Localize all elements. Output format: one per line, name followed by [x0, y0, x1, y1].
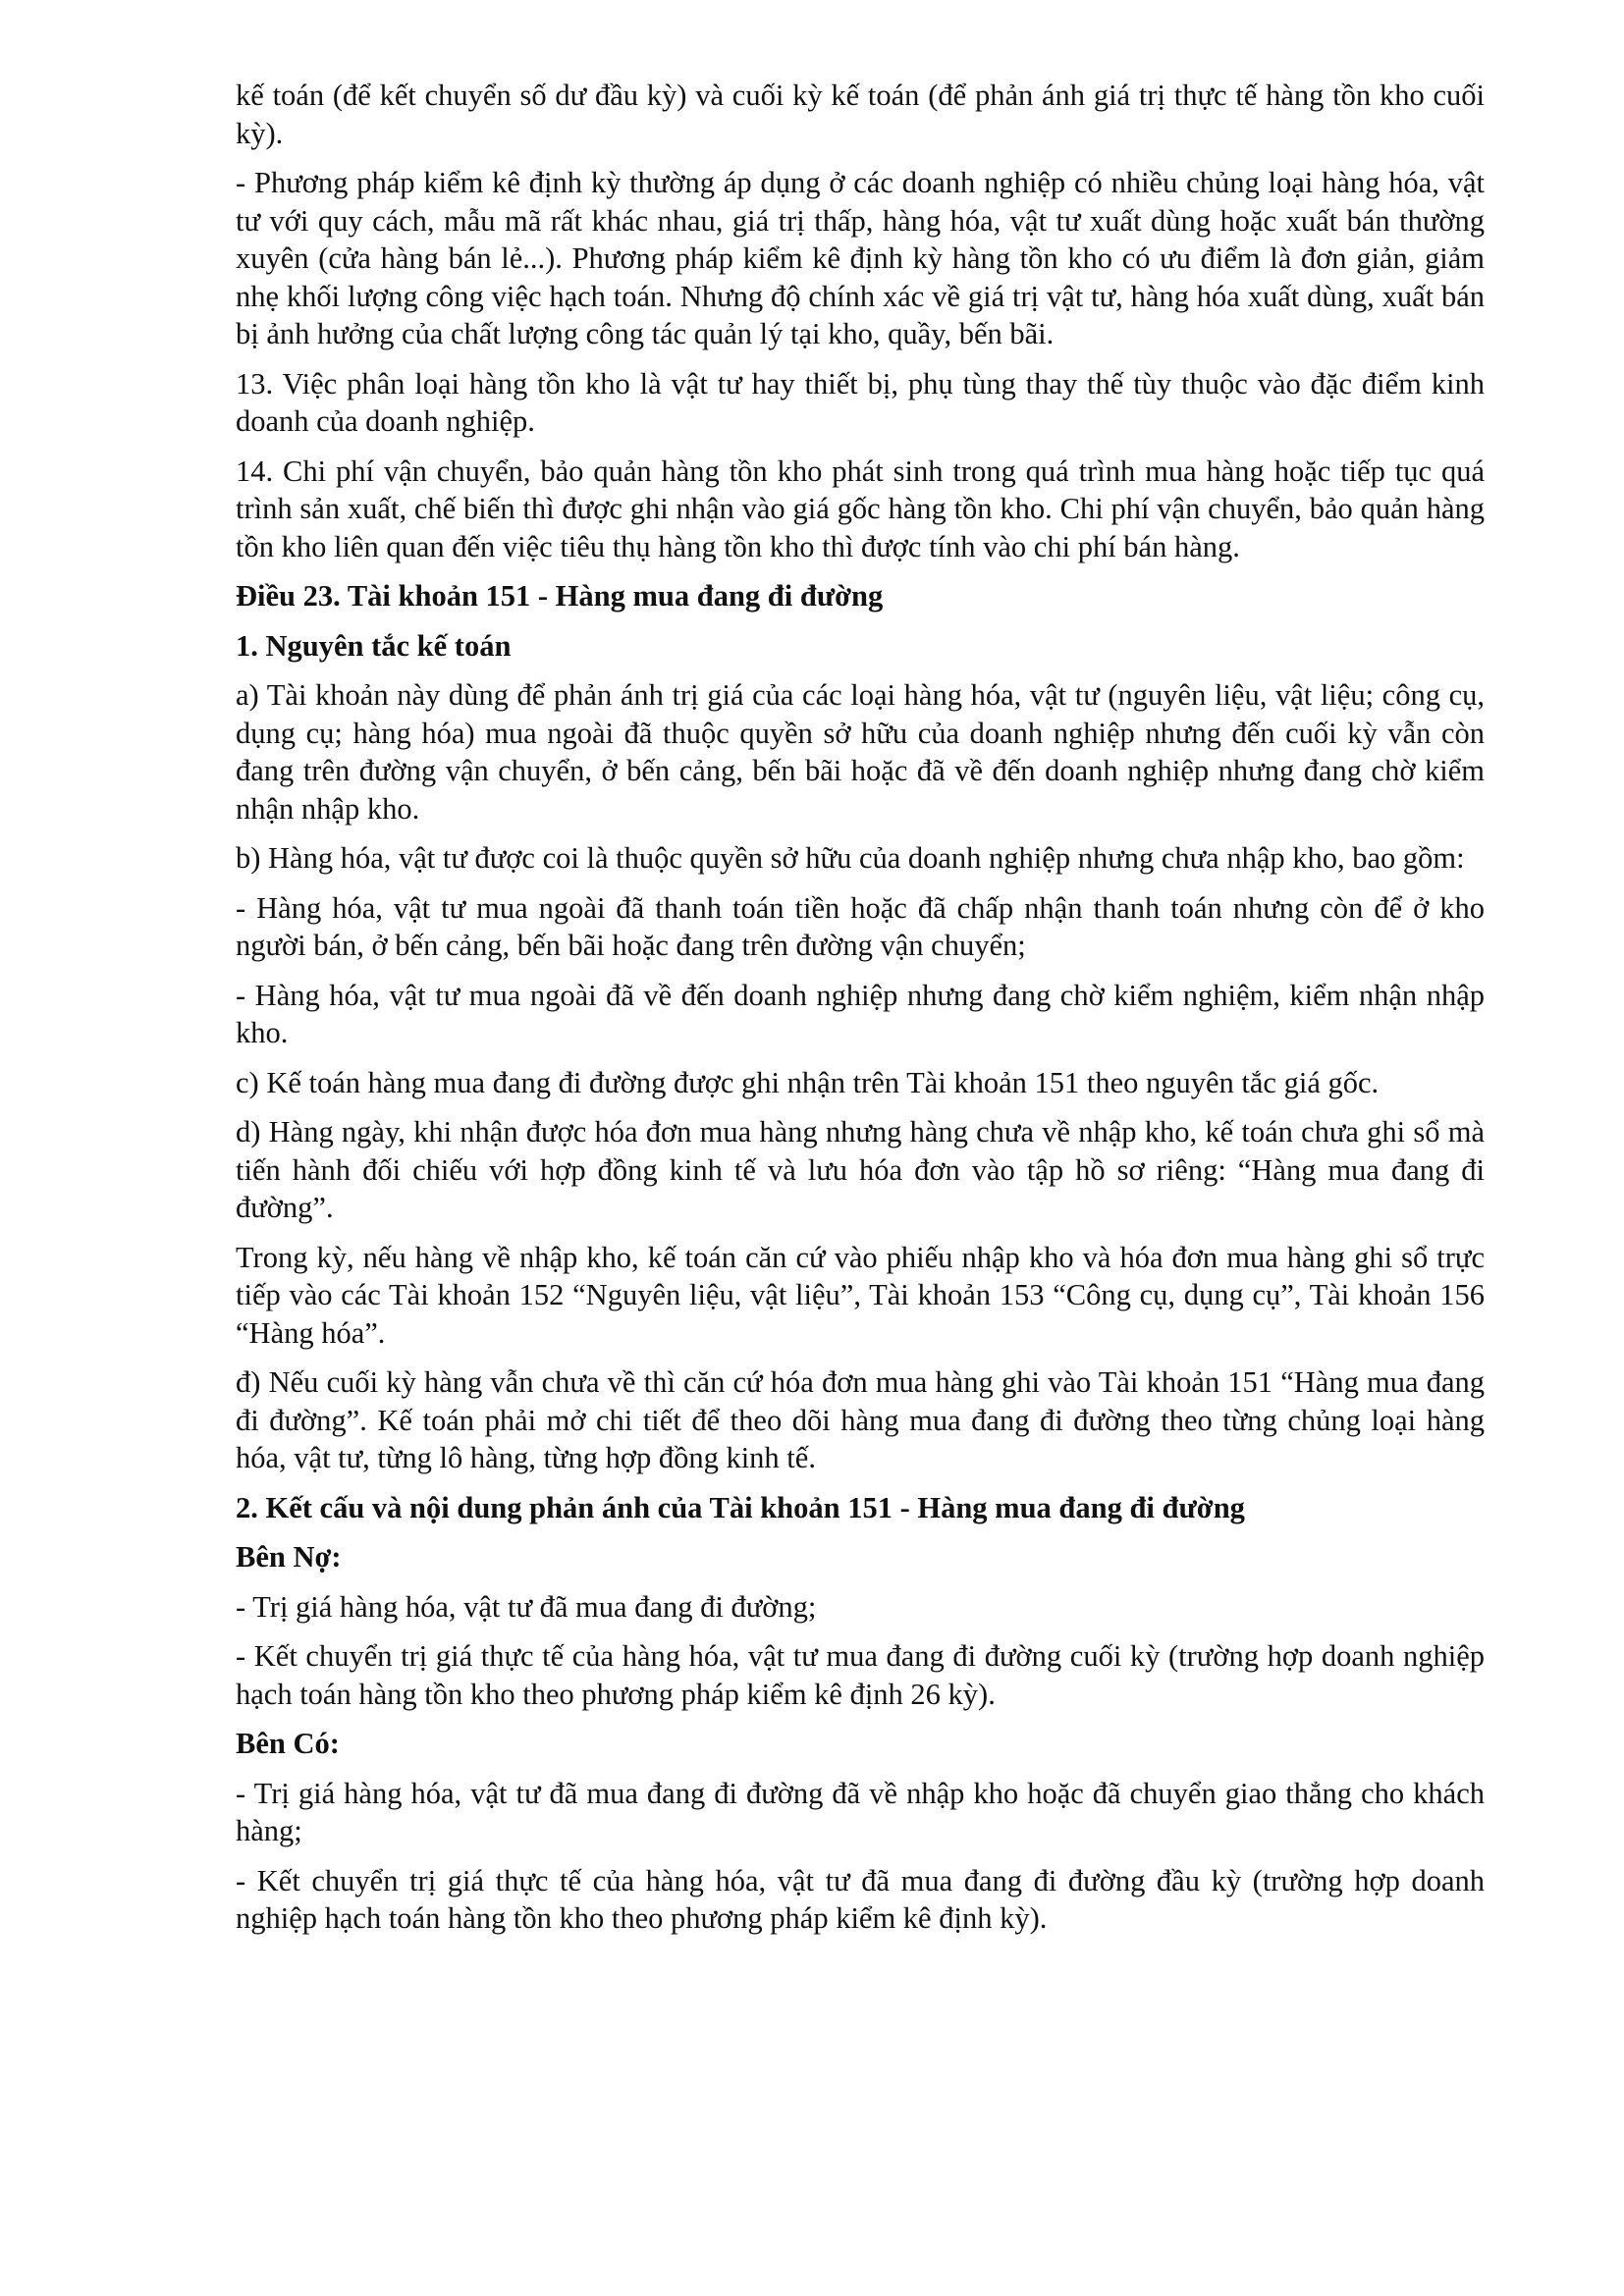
- paragraph-b-bullet-1: - Hàng hóa, vật tư mua ngoài đã thanh toán tiền hoặc đã chấp nhận thanh toán nhưng còn để ở kho người bán, ở bến cảng, bến bãi hoặc đang trên đường vận chuyển;: [236, 890, 1485, 962]
- paragraph-item-13: 13. Việc phân loại hàng tồn kho là vật tư hay thiết bị, phụ tùng thay thế tùy thuộc vào đặc điểm kinh doanh của doanh nghiệp.: [236, 366, 1485, 438]
- paragraph-item-14: 14. Chi phí vận chuyển, bảo quản hàng tồn kho phát sinh trong quá trình mua hàng hoặc tiếp tục quá trình sản xuất, chế biến thì được ghi nhận vào giá gốc hàng tồn kho. Chi phí vận chuyển, bảo quản hàng tồn kho liên quan đến việc tiêu thụ hàng tồn kho thì được tính vào chi phí bán hàng.: [236, 454, 1485, 563]
- debit-bullet-1: - Trị giá hàng hóa, vật tư đã mua đang đi đường;: [236, 1589, 817, 1624]
- paragraph-b-bullet-2: - Hàng hóa, vật tư mua ngoài đã về đến doanh nghiệp nhưng đang chờ kiểm nghiệm, kiểm nhận nhập kho.: [236, 978, 1485, 1049]
- section-1-heading: 1. Nguyên tắc kế toán: [236, 628, 512, 663]
- paragraph-d: d) Hàng ngày, khi nhận được hóa đơn mua hàng nhưng hàng chưa về nhập kho, kế toán chưa ghi sổ mà tiến hành đối chiếu với hợp đồng kinh tế và lưu hóa đơn vào tập hồ sơ riêng: “Hàng mua đang đi đường”.: [236, 1115, 1485, 1224]
- paragraph-intro-continuation: kế toán (để kết chuyển số dư đầu kỳ) và cuối kỳ kế toán (để phản ánh giá trị thực tế hàng tồn kho cuối kỳ).: [236, 79, 1485, 150]
- section-2-heading: 2. Kết cấu và nội dung phản ánh của Tài khoản 151 - Hàng mua đang đi đường: [236, 1490, 1245, 1524]
- paragraph-periodic-method: - Phương pháp kiểm kê định kỳ thường áp dụng ở các doanh nghiệp có nhiều chủng loại hàng hóa, vật tư với quy cách, mẫu mã rất khác nhau, giá trị thấp, hàng hóa, vật tư xuất dùng hoặc xuất bán thường xuyên (cửa hàng bán lẻ...). Phương pháp kiểm kê định kỳ hàng tồn kho có ưu điểm là đơn giản, giảm nhẹ khối lượng công việc hạch toán. Nhưng độ chính xác về giá trị vật tư, hàng hóa xuất dùng, xuất bán bị ảnh hưởng của chất lượng công tác quản lý tại kho, quầy, bến bãi.: [236, 166, 1485, 350]
- article-23-heading: Điều 23. Tài khoản 151 - Hàng mua đang đi đường: [236, 579, 884, 613]
- paragraph-d-continued: Trong kỳ, nếu hàng về nhập kho, kế toán căn cứ vào phiếu nhập kho và hóa đơn mua hàng ghi sổ trực tiếp vào các Tài khoản 152 “Nguyên liệu, vật liệu”, Tài khoản 153 “Công cụ, dụng cụ”, Tài khoản 156 “Hàng hóa”.: [236, 1240, 1485, 1350]
- credit-bullet-1: - Trị giá hàng hóa, vật tư đã mua đang đi đường đã về nhập kho hoặc đã chuyển giao thẳng cho khách hàng;: [236, 1776, 1485, 1847]
- credit-side-heading: Bên Có:: [236, 1727, 340, 1760]
- paragraph-dd: đ) Nếu cuối kỳ hàng vẫn chưa về thì căn cứ hóa đơn mua hàng ghi vào Tài khoản 151 “Hàng mua đang đi đường”. Kế toán phải mở chi tiết để theo dõi hàng mua đang đi đường theo từng chủng loại hàng hóa, vật tư, từng lô hàng, từng hợp đồng kinh tế.: [236, 1365, 1485, 1474]
- debit-bullet-2: - Kết chuyển trị giá thực tế của hàng hóa, vật tư mua đang đi đường cuối kỳ (trường hợp doanh nghiệp hạch toán hàng tồn kho theo phương pháp kiểm kê định 26 kỳ).: [236, 1639, 1485, 1711]
- credit-bullet-2: - Kết chuyển trị giá thực tế của hàng hóa, vật tư đã mua đang đi đường đầu kỳ (trường hợp doanh nghiệp hạch toán hàng tồn kho theo phương pháp kiểm kê định kỳ).: [236, 1863, 1485, 1935]
- paragraph-a: a) Tài khoản này dùng để phản ánh trị giá của các loại hàng hóa, vật tư (nguyên liệu, vật liệu; công cụ, dụng cụ; hàng hóa) mua ngoài đã thuộc quyền sở hữu của doanh nghiệp nhưng đến cuối kỳ vẫn còn đang trên đường vận chuyển, ở bến cảng, bến bãi hoặc đã về đến doanh nghiệp nhưng đang chờ kiểm nhận nhập kho.: [236, 678, 1485, 826]
- paragraph-c: c) Kế toán hàng mua đang đi đường được ghi nhận trên Tài khoản 151 theo nguyên tắc giá gốc.: [236, 1065, 1380, 1099]
- paragraph-b: b) Hàng hóa, vật tư được coi là thuộc quyền sở hữu của doanh nghiệp nhưng chưa nhập kho, bao gồm:: [236, 841, 1465, 875]
- document-page: [236, 77, 1485, 1949]
- debit-side-heading: Bên Nợ:: [236, 1540, 342, 1574]
